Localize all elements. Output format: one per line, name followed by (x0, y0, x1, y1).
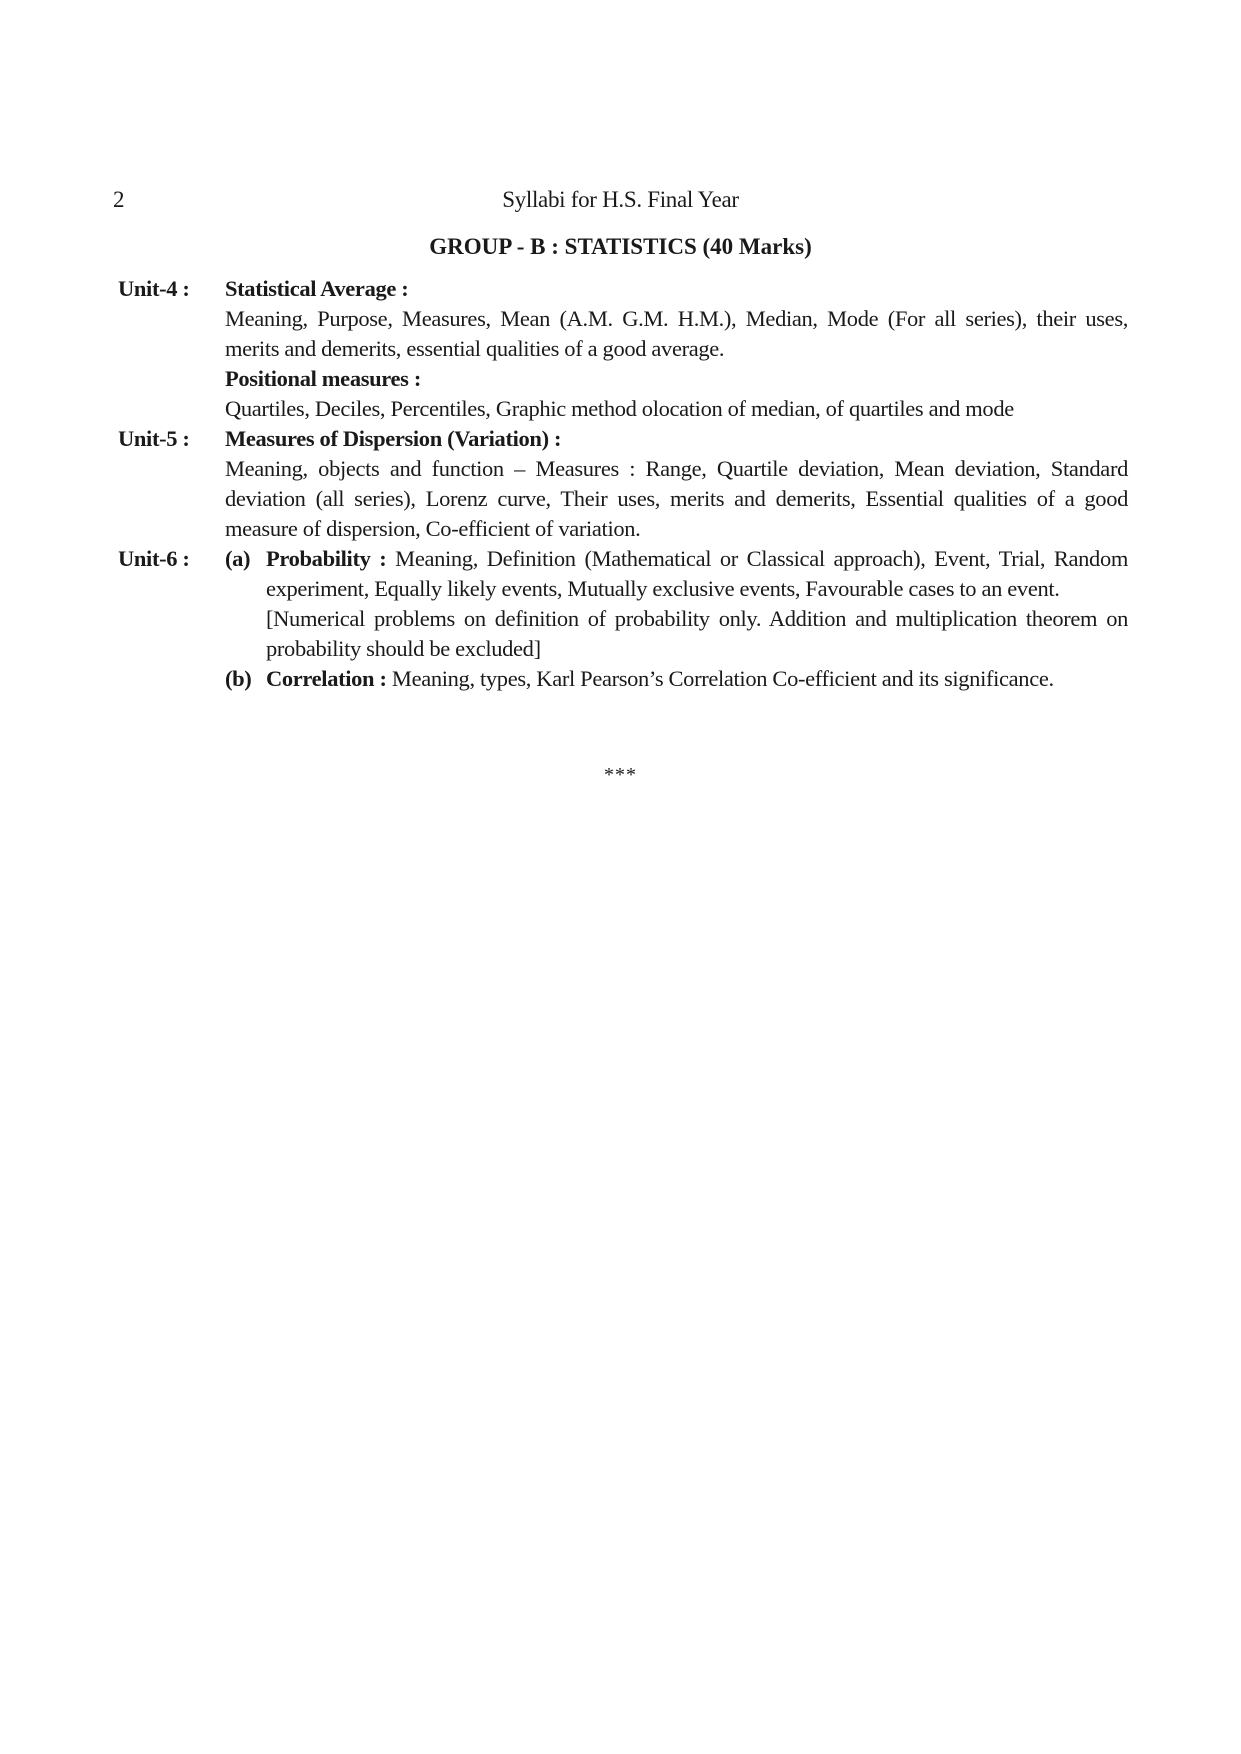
list-item (225, 544, 1128, 664)
unit-body (225, 544, 1128, 694)
group-title: GROUP - B : STATISTICS (40 Marks) (429, 234, 812, 259)
item-marker: (b) (225, 666, 252, 691)
unit-4 (118, 274, 1128, 424)
item-body (266, 544, 1128, 664)
item-marker: (a) (225, 546, 251, 571)
item-paragraph (266, 664, 1128, 694)
unit-body (225, 424, 1128, 544)
running-header: Syllabi for H.S. Final Year (502, 187, 739, 212)
item-heading: Probability : (266, 546, 387, 571)
section-heading: Statistical Average : (225, 276, 409, 301)
unit-body (225, 274, 1128, 424)
section-heading: Measures of Dispersion (Variation) : (225, 426, 562, 451)
unit-5 (118, 424, 1128, 544)
item-paragraph (266, 544, 1128, 604)
unit-label: Unit-6 : (118, 546, 190, 571)
item-text: Meaning, types, Karl Pearson’s Correlation Co-efficient and its significance. (391, 666, 1054, 691)
item-heading: Correlation : (266, 666, 387, 691)
page-number: 2 (113, 187, 125, 212)
unit-label: Unit-4 : (118, 276, 190, 301)
unit-6 (118, 544, 1128, 694)
section-text: Meaning, Purpose, Measures, Mean (A.M. G.M. H.M.), Median, Mode (For all series), their uses, merits and demerits, essential qualities of a good average. (225, 306, 1128, 361)
section-text: Meaning, objects and function – Measures : Range, Quartile deviation, Mean deviation, Standard deviation (all series), Lorenz curve, Their uses, merits and demerits, Essential qualities of a good measure of dispersion, Co-efficient of variation. (225, 456, 1128, 541)
item-body (266, 664, 1128, 694)
unit-label: Unit-5 : (118, 426, 190, 451)
section-text: Quartiles, Deciles, Percentiles, Graphic method olocation of median, of quartiles and mode (225, 396, 1014, 421)
section-heading: Positional measures : (225, 366, 421, 391)
item-text: Meaning, Definition (Mathematical or Classical approach), Event, Trial, Random experiment, Equally likely events, Mutually exclusive events, Favourable cases to an event. (266, 546, 1129, 601)
syllabus-content (118, 274, 1128, 694)
list-item (225, 664, 1128, 694)
end-mark: *** (604, 764, 637, 786)
item-note: [Numerical problems on definition of probability only. Addition and multiplication theorem on probability should be excluded] (266, 606, 1128, 661)
